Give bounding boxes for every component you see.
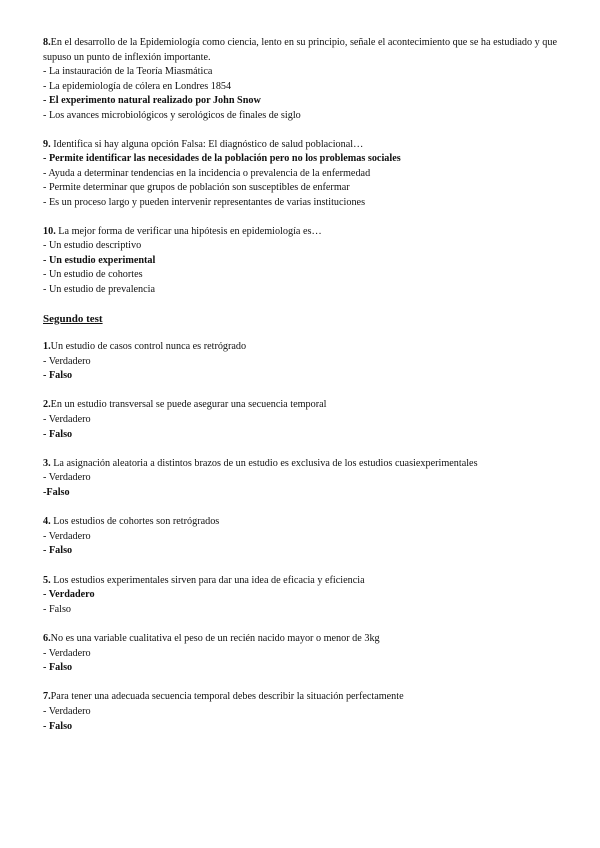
- question: [43, 340, 563, 384]
- question-number: 6.: [43, 632, 51, 644]
- answer-option: - Un estudio de prevalencia: [43, 283, 156, 295]
- question: [43, 36, 563, 124]
- answer-option: - Verdadero: [43, 472, 91, 484]
- question-statement: Los estudios de cohortes son retrógrados: [50, 516, 220, 528]
- question: [43, 690, 563, 734]
- answer-option-correct: - Un estudio experimental: [43, 254, 156, 266]
- answer-option: - Un estudio de cohortes: [43, 269, 143, 281]
- question-text: [43, 690, 563, 705]
- answer-option: - Ayuda a determinar tendencias en la incidencia o prevalencia de la enfermedad: [43, 167, 371, 179]
- answer-option-correct: - Falso: [43, 370, 73, 382]
- question-number: 8.: [43, 37, 51, 48]
- answer-option: - Es un proceso largo y pueden intervenir representantes de varias instituciones: [43, 196, 366, 208]
- question: [43, 574, 563, 618]
- question-number: 3.: [43, 457, 51, 469]
- answer-option: - Verdadero: [43, 647, 91, 659]
- question-statement: En el desarrollo de la Epidemiología como ciencia, lento en su principio, señale el acontecimiento que se ha estudiado y que supuso un punto de inflexión importante.: [43, 37, 558, 63]
- section-heading-segundo-test: Segundo test: [43, 312, 103, 325]
- question-statement: Un estudio de casos control nunca es retrógrado: [50, 341, 247, 353]
- question-text: [43, 632, 563, 647]
- answer-option: - Verdadero: [43, 530, 91, 542]
- answer-option-correct: - Falso: [43, 720, 73, 732]
- second-question-block: [43, 340, 563, 734]
- question: [43, 515, 563, 559]
- question-statement: Identifica si hay alguna opción Falsa: El diagnóstico de salud poblacional…: [50, 138, 364, 150]
- question-statement: La mejor forma de verificar una hipótesis en epidemiología es…: [55, 225, 322, 237]
- answer-option-correct: -Falso: [43, 487, 70, 499]
- question-text: [43, 36, 563, 65]
- question-statement: Los estudios experimentales sirven para dar una idea de eficacia y eficiencia: [50, 574, 365, 586]
- question: [43, 632, 563, 676]
- answer-option: - Los avances microbiológicos y serológicos de finales de siglo: [43, 109, 301, 121]
- question: [43, 225, 563, 298]
- answer-option: - Verdadero: [43, 414, 91, 426]
- first-question-block: [43, 36, 563, 298]
- question-number: 4.: [43, 516, 51, 528]
- question-statement: No es una variable cualitativa el peso de un recién nacido mayor o menor de 3kg: [50, 632, 380, 644]
- question-text: [43, 457, 563, 472]
- answer-option: - Verdadero: [43, 705, 91, 717]
- question-statement: En un estudio transversal se puede asegurar una secuencia temporal: [50, 399, 327, 411]
- answer-option: - Falso: [43, 603, 72, 615]
- answer-option: - La instauración de la Teoría Miasmática: [43, 66, 213, 78]
- question-number: 7.: [43, 691, 51, 703]
- question-statement: La asignación aleatoria a distintos brazos de un estudio es exclusiva de los estudios cuasiexperimentales: [50, 457, 478, 469]
- question-text: [43, 574, 563, 589]
- question-text: [43, 515, 563, 530]
- answer-option: - Verdadero: [43, 355, 91, 367]
- answer-option: - La epidemiología de cólera en Londres 1854: [43, 80, 232, 92]
- question-statement: Para tener una adecuada secuencia temporal debes describir la situación perfectamente: [50, 691, 404, 703]
- answer-option-correct: - Falso: [43, 662, 73, 674]
- question-number: 5.: [43, 574, 51, 586]
- question: [43, 138, 563, 211]
- answer-option-correct: - Falso: [43, 545, 73, 557]
- question: [43, 398, 563, 442]
- question: [43, 457, 563, 501]
- document-page: [43, 36, 563, 734]
- answer-option-correct: - Falso: [43, 428, 73, 440]
- question-text: [43, 225, 563, 240]
- answer-option-correct: - El experimento natural realizado por John Snow: [43, 95, 261, 107]
- question-text: [43, 398, 563, 413]
- answer-option-correct: - Permite identificar las necesidades de la población pero no los problemas sociales: [43, 153, 401, 165]
- question-number: 9.: [43, 138, 51, 150]
- question-text: [43, 340, 563, 355]
- answer-option: - Permite determinar que grupos de población son susceptibles de enfermar: [43, 182, 350, 194]
- question-text: [43, 138, 563, 153]
- question-number: 10.: [43, 225, 56, 237]
- answer-option: - Un estudio descriptivo: [43, 240, 142, 252]
- question-number: 1.: [43, 341, 51, 353]
- answer-option-correct: - Verdadero: [43, 589, 95, 601]
- question-number: 2.: [43, 399, 51, 411]
